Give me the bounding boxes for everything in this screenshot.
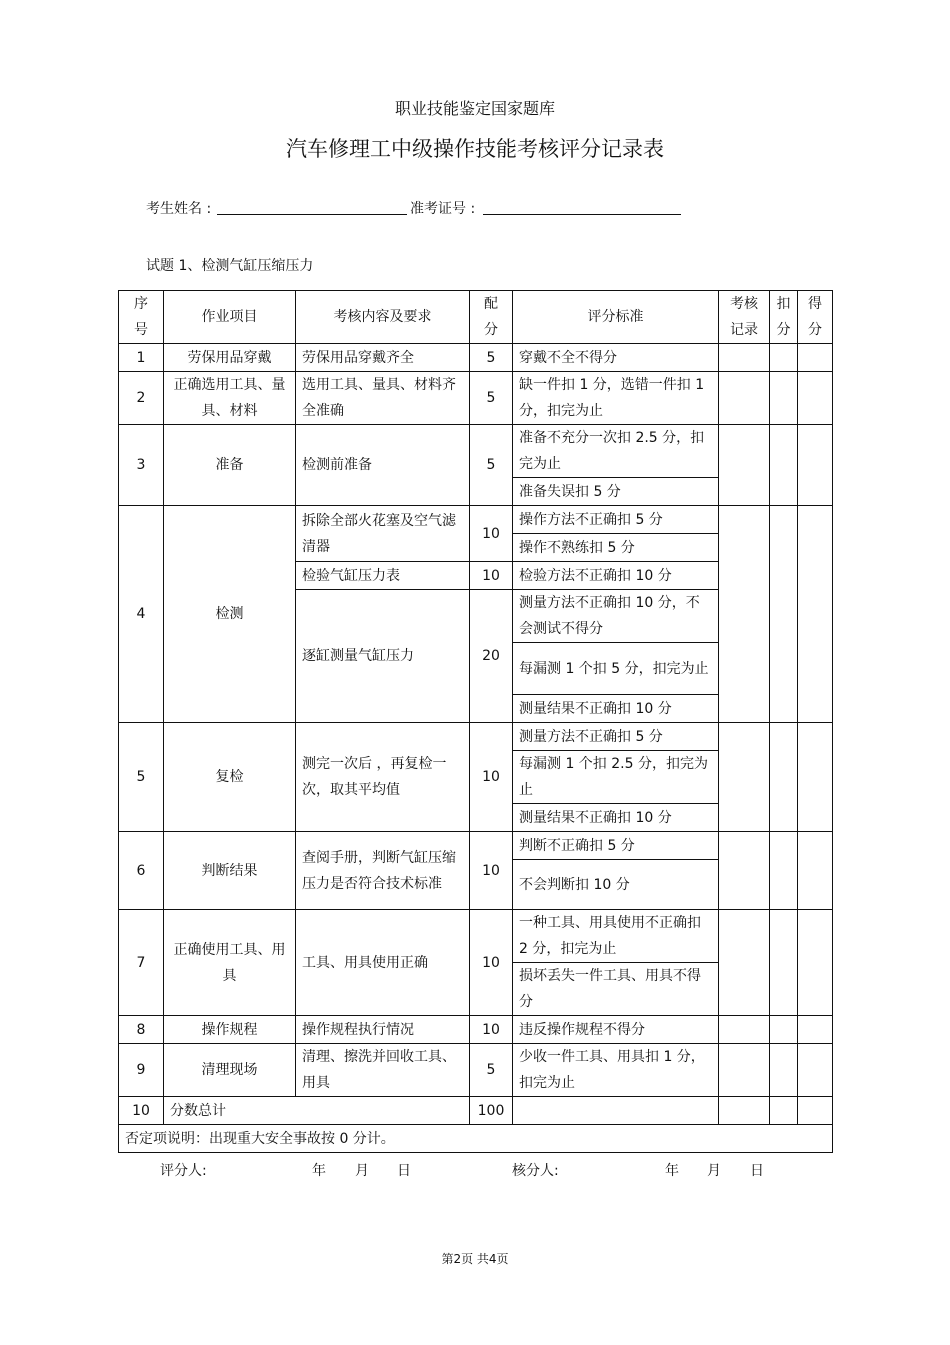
scorer-month: 月 (355, 1163, 369, 1179)
row-score: 10 (470, 562, 513, 590)
deduct-cell[interactable] (770, 372, 798, 425)
scoring-table (118, 290, 833, 1153)
row-criteria: 操作不熟练扣 5 分 (513, 534, 719, 562)
row-criteria: 测量结果不正确扣 10 分 (513, 695, 719, 723)
row-item: 判断结果 (164, 832, 296, 910)
exam-bank-title: 职业技能鉴定国家题库 (394, 99, 555, 118)
candidate-name-label: 考生姓名 : (146, 201, 212, 217)
header-criteria: 评分标准 (513, 291, 719, 344)
row-score: 5 (470, 372, 513, 425)
record-cell[interactable] (719, 1016, 770, 1044)
table-row (119, 832, 833, 860)
table-row (119, 344, 833, 372)
header-item: 作业项目 (164, 291, 296, 344)
row-score: 10 (470, 1016, 513, 1044)
row-item: 准备 (164, 425, 296, 506)
candidate-id-label: 准考证号 : (410, 201, 476, 217)
deduct-cell[interactable] (770, 832, 798, 910)
scorer-year: 年 (312, 1163, 326, 1179)
row-criteria: 每漏测 1 个扣 5 分，扣完为止 (513, 643, 719, 695)
row-item: 复检 (164, 723, 296, 832)
row-score: 10 (470, 910, 513, 1016)
row-criteria: 操作方法不正确扣 5 分 (513, 506, 719, 534)
row-seq: 10 (119, 1097, 164, 1125)
row-seq: 9 (119, 1044, 164, 1097)
total-score: 100 (470, 1097, 513, 1125)
deduct-cell[interactable] (770, 506, 798, 723)
table-row (119, 1044, 833, 1097)
row-criteria: 违反操作规程不得分 (513, 1016, 719, 1044)
negation-note: 否定项说明：出现重大安全事故按 0 分计。 (119, 1125, 833, 1153)
get-cell[interactable] (798, 344, 833, 372)
deduct-cell[interactable] (770, 1044, 798, 1097)
record-cell[interactable] (719, 723, 770, 832)
row-score: 5 (470, 344, 513, 372)
row-criteria: 准备失误扣 5 分 (513, 478, 719, 506)
scorer-label: 评分人: (160, 1163, 207, 1179)
get-cell[interactable] (798, 1097, 833, 1125)
get-cell[interactable] (798, 832, 833, 910)
checker-year: 年 (665, 1163, 679, 1179)
row-criteria: 检验方法不正确扣 10 分 (513, 562, 719, 590)
deduct-cell[interactable] (770, 910, 798, 1016)
row-content: 劳保用品穿戴齐全 (296, 344, 470, 372)
record-cell[interactable] (719, 425, 770, 506)
row-score: 20 (470, 590, 513, 723)
deduct-cell[interactable] (770, 344, 798, 372)
row-content: 逐缸测量气缸压力 (296, 590, 470, 723)
get-cell[interactable] (798, 1044, 833, 1097)
table-row (119, 506, 833, 534)
record-cell[interactable] (719, 344, 770, 372)
row-criteria: 不会判断扣 10 分 (513, 860, 719, 910)
row-content: 选用工具、量具、材料齐全准确 (296, 372, 470, 425)
get-cell[interactable] (798, 910, 833, 1016)
row-seq: 2 (119, 372, 164, 425)
row-item: 劳保用品穿戴 (164, 344, 296, 372)
row-criteria: 测量方法不正确扣 10 分，不会测试不得分 (513, 590, 719, 643)
row-content: 检测前准备 (296, 425, 470, 506)
deduct-cell[interactable] (770, 425, 798, 506)
header-deduct: 扣 分 (770, 291, 798, 344)
record-cell[interactable] (719, 1044, 770, 1097)
row-content: 拆除全部火花塞及空气滤清器 (296, 506, 470, 562)
row-seq: 7 (119, 910, 164, 1016)
deduct-cell[interactable] (770, 723, 798, 832)
row-criteria: 每漏测 1 个扣 2.5 分，扣完为止 (513, 751, 719, 804)
total-label: 分数总计 (164, 1097, 470, 1125)
row-criteria (513, 1097, 719, 1125)
record-cell[interactable] (719, 372, 770, 425)
get-cell[interactable] (798, 425, 833, 506)
row-item: 正确选用工具、量具、材料 (164, 372, 296, 425)
table-header-row (119, 291, 833, 344)
checker-day: 日 (750, 1163, 764, 1179)
row-criteria: 损坏丢失一件工具、用具不得分 (513, 963, 719, 1016)
row-content: 测完一次后 ，再复检一次，取其平均值 (296, 723, 470, 832)
get-cell[interactable] (798, 723, 833, 832)
row-content: 查阅手册，判断气缸压缩压力是否符合技术标准 (296, 832, 470, 910)
deduct-cell[interactable] (770, 1016, 798, 1044)
get-cell[interactable] (798, 1016, 833, 1044)
table-row (119, 425, 833, 478)
scorer-day: 日 (397, 1163, 411, 1179)
row-criteria: 穿戴不全不得分 (513, 344, 719, 372)
row-criteria: 判断不正确扣 5 分 (513, 832, 719, 860)
table-row (119, 723, 833, 751)
note-row (119, 1125, 833, 1153)
record-cell[interactable] (719, 832, 770, 910)
table-row (119, 1016, 833, 1044)
candidate-id-field[interactable] (483, 214, 681, 215)
record-cell[interactable] (719, 506, 770, 723)
checker-month: 月 (707, 1163, 721, 1179)
row-score: 5 (470, 425, 513, 506)
row-score: 10 (470, 832, 513, 910)
get-cell[interactable] (798, 506, 833, 723)
row-content: 清理、擦洗并回收工具、用具 (296, 1044, 470, 1097)
candidate-name-field[interactable] (217, 214, 407, 215)
row-criteria: 准备不充分一次扣 2.5 分，扣完为止 (513, 425, 719, 478)
row-seq: 4 (119, 506, 164, 723)
header-content: 考核内容及要求 (296, 291, 470, 344)
header-seq: 序 号 (119, 291, 164, 344)
row-criteria: 缺一件扣 1 分，选错一件扣 1 分，扣完为止 (513, 372, 719, 425)
row-score: 10 (470, 723, 513, 832)
table-row (119, 372, 833, 425)
row-item: 检测 (164, 506, 296, 723)
row-criteria: 测量方法不正确扣 5 分 (513, 723, 719, 751)
row-seq: 5 (119, 723, 164, 832)
header-score: 配 分 (470, 291, 513, 344)
row-criteria: 一种工具、用具使用不正确扣 2 分，扣完为止 (513, 910, 719, 963)
row-seq: 6 (119, 832, 164, 910)
row-item: 操作规程 (164, 1016, 296, 1044)
checker-label: 核分人: (512, 1163, 559, 1179)
form-title: 汽车修理工中级操作技能考核评分记录表 (286, 137, 664, 161)
row-score: 5 (470, 1044, 513, 1097)
row-content: 检验气缸压力表 (296, 562, 470, 590)
total-row (119, 1097, 833, 1125)
row-seq: 3 (119, 425, 164, 506)
get-cell[interactable] (798, 372, 833, 425)
row-content: 工具、用具使用正确 (296, 910, 470, 1016)
exam-topic: 试题 1、检测气缸压缩压力 (146, 258, 314, 274)
row-content: 操作规程执行情况 (296, 1016, 470, 1044)
header-record: 考核 记录 (719, 291, 770, 344)
table-row (119, 910, 833, 963)
row-seq: 1 (119, 344, 164, 372)
record-cell[interactable] (719, 1097, 770, 1125)
deduct-cell[interactable] (770, 1097, 798, 1125)
header-get: 得 分 (798, 291, 833, 344)
row-item: 正确使用工具、用具 (164, 910, 296, 1016)
row-item: 清理现场 (164, 1044, 296, 1097)
page-number: 第2页 共4页 (441, 1252, 509, 1266)
row-score: 10 (470, 506, 513, 562)
row-seq: 8 (119, 1016, 164, 1044)
record-cell[interactable] (719, 910, 770, 1016)
row-criteria: 少收一件工具、用具扣 1 分，扣完为止 (513, 1044, 719, 1097)
row-criteria: 测量结果不正确扣 10 分 (513, 804, 719, 832)
